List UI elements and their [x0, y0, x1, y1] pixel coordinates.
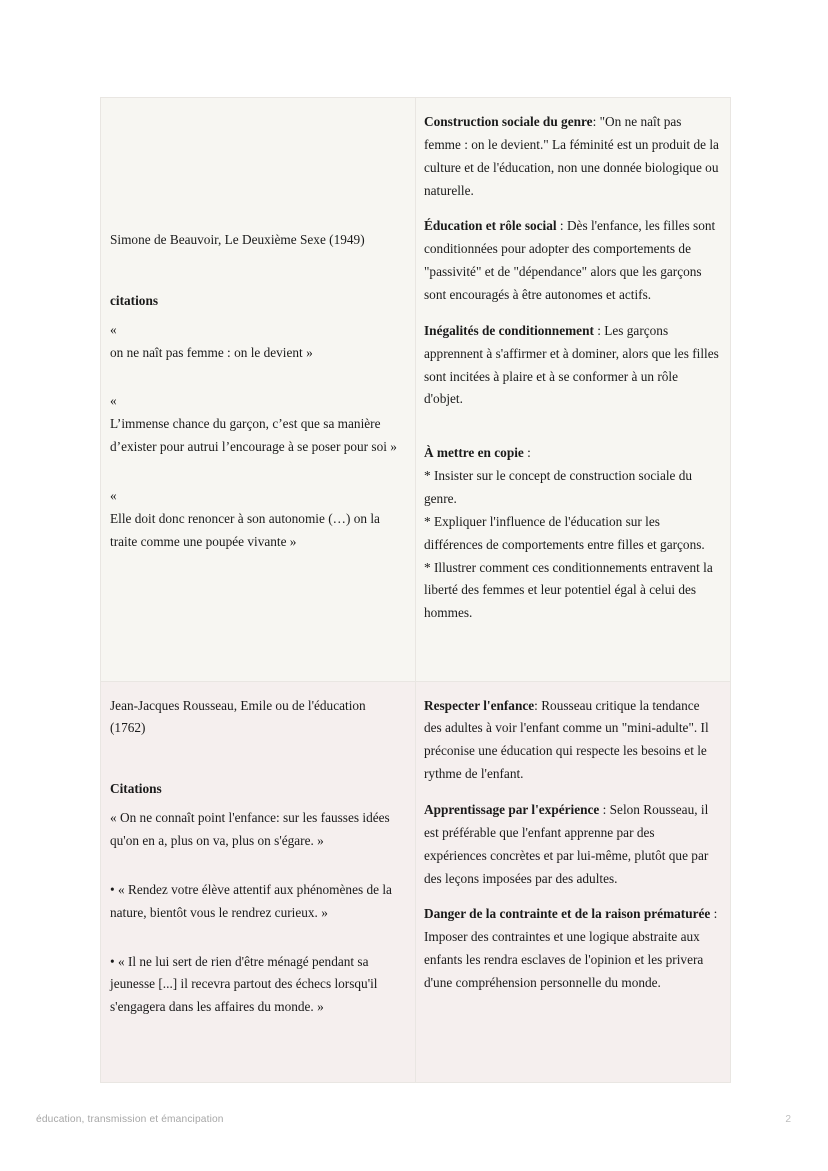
analysis-gap [424, 424, 720, 442]
analysis-separator: : [556, 218, 567, 234]
analysis-separator: : [534, 697, 542, 713]
analysis-heading: Respecter l'enfance [424, 697, 535, 713]
quote-text: « On ne connaît point l'enfance: sur les fausses idées qu'on en a, plus on va, plus on s'égare. » [110, 810, 390, 849]
advice-heading: À mettre en copie [424, 445, 524, 461]
analysis-block [424, 111, 720, 202]
quote-text: L’immense chance du garçon, c’est que sa manière d’exister pour autrui l’encourage à se poser pour soi » [110, 416, 397, 455]
citations-heading: citations [110, 292, 159, 308]
cell-top-spacer [110, 111, 403, 229]
analysis-body: Selon Rousseau, il est préférable que l'enfant apprenne par des expériences concrètes et par lui-même, plutôt que par des leçons imposées par des adultes. [424, 802, 709, 886]
analysis-body: Imposer des contraintes et une logique abstraite aux enfants les rendra esclaves de l'opinion et les privera d'une compréhension personnelle du monde. [424, 929, 704, 991]
quote-open-guillemet: « [110, 393, 117, 409]
quote-open-guillemet: « [110, 321, 117, 337]
analysis-heading: Éducation et rôle social [424, 218, 557, 234]
advice-item: * Insister sur le concept de construction sociale du genre. [424, 468, 693, 507]
analysis-body: Dès l'enfance, les filles sont conditionnées pour adopter des comportements de "passivité" et de "dépendance" alors que les garçons sont encouragés à être autonomes et actifs. [424, 218, 716, 303]
analysis-heading: Apprentissage par l'expérience [424, 802, 600, 818]
analysis-separator: : [710, 906, 718, 922]
quote-text: on ne naît pas femme : on le devient » [110, 344, 313, 360]
work-reference: Jean-Jacques Rousseau, Emile ou de l'éducation (1762) [110, 697, 366, 736]
analysis-block [424, 799, 720, 890]
analysis-separator: : [592, 114, 600, 129]
content-table [100, 97, 731, 1083]
table-cell-source [101, 98, 416, 682]
analysis-block [424, 215, 720, 306]
quote-body: « Il ne lui sert de rien d'être ménagé pendant sa jeunesse [...] il recevra partout des échecs lorsqu'il s'engagera dans les affaires du monde. » [110, 953, 378, 1015]
quote-text [110, 951, 403, 1020]
footer-title: éducation, transmission et émancipation [36, 1114, 224, 1125]
advice-separator: : [523, 445, 531, 461]
analysis-heading: Danger de la contrainte et de la raison prématurée [424, 906, 711, 922]
analysis-block [424, 320, 720, 411]
analysis-body: "On ne naît pas femme : on le devient." La féminité est un produit de la culture et de l'éducation, non une donnée biologique ou naturelle. [424, 114, 719, 198]
quote-bullet: • [110, 953, 118, 969]
advice-item: * Illustrer comment ces conditionnements entravent la liberté des femmes et leur potentiel égal à celui des hommes. [424, 559, 713, 621]
cell-bottom-spacer [110, 1032, 403, 1068]
table-cell-analysis [416, 681, 731, 1083]
quote-body: « Rendez votre élève attentif aux phénomènes de la nature, bientôt vous le rendrez curieux. » [110, 881, 392, 920]
analysis-heading: Construction sociale du genre [424, 114, 593, 129]
table-row [101, 681, 731, 1083]
work-reference: Simone de Beauvoir, Le Deuxième Sexe (1949) [110, 232, 365, 247]
quote-text [110, 879, 403, 925]
analysis-body: Les garçons apprennent à s'affirmer et à dominer, alors que les filles sont incitées à plaire et à se conformer à un rôle d'objet. [424, 322, 719, 407]
advice-item: * Expliquer l'influence de l'éducation sur les différences de comportements entre filles et garçons. [424, 513, 705, 552]
advice-heading-line [424, 442, 720, 465]
table-cell-analysis [416, 98, 731, 682]
citations-heading: Citations [110, 781, 162, 797]
page-number: 2 [785, 1114, 791, 1125]
analysis-heading: Inégalités de conditionnement [424, 322, 594, 338]
table-row [101, 98, 731, 682]
quote-bullet: • [110, 881, 118, 897]
analysis-block [424, 903, 720, 994]
analysis-body: Rousseau critique la tendance des adultes à voir l'enfant comme un "mini-adulte". Il préconise une éducation qui respecte les besoins et le rythme de l'enfant. [424, 697, 709, 782]
analysis-separator: : [599, 802, 610, 818]
page-footer [0, 1114, 828, 1144]
quote-open-guillemet: « [110, 488, 117, 504]
table-cell-source [101, 681, 416, 1083]
analysis-separator: : [593, 322, 605, 338]
quote-text: Elle doit donc renoncer à son autonomie (…) on la traite comme une poupée vivante » [110, 510, 380, 549]
analysis-block [424, 695, 720, 786]
cell-bottom-spacer [110, 567, 403, 667]
